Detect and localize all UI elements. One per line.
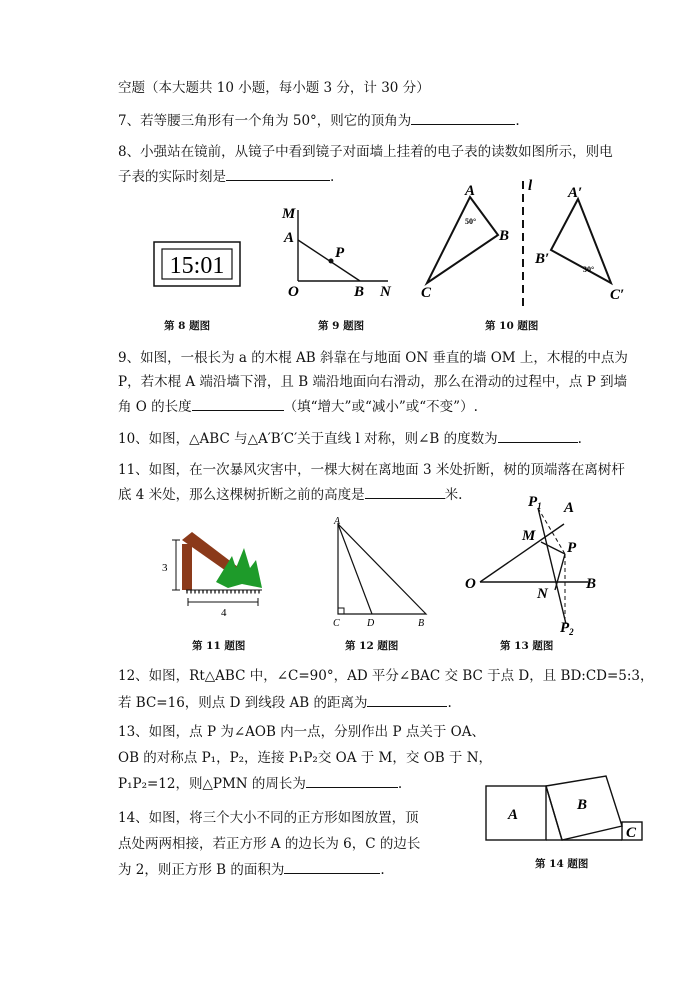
fig10-angle-30: 30° [583,265,595,274]
fig12-caption: 第 12 题图 [345,640,399,652]
q11-line2 [118,484,462,505]
q10-end: . [577,431,582,447]
clock-reading: 15:01 [169,253,225,279]
fig9-label-p: P [335,245,345,261]
q8-text: 子表的实际时刻是 [118,169,226,185]
fig12-label-a: A [334,516,341,527]
fig13-label-m: M [522,528,536,544]
q8-answer-blank[interactable] [226,166,330,181]
fig9-label-b: B [354,284,365,300]
q14-text: 为 2，则正方形 B 的面积为 [118,862,285,878]
q14-answer-blank[interactable] [284,859,380,874]
q10-answer-blank[interactable] [498,428,578,443]
q13-text: P₁P₂=12，则△PMN 的周长为 [118,776,306,792]
fig11-caption: 第 11 题图 [192,640,246,652]
fig12-label-b: B [418,618,425,629]
fig13-label-o: O [465,576,476,592]
q12-end: . [447,695,452,711]
q8-end: . [330,169,335,185]
fig14-label-a: A [508,807,519,823]
q14-line1: 14、如图，将三个大小不同的正方形如图放置，顶 [118,810,419,826]
fig10-label-a: A [465,183,476,199]
figure-12 [328,514,438,629]
figure-8 [150,238,250,288]
q14-line3 [118,859,385,880]
fig10-label-c-prime: C′ [610,287,625,303]
figure-11 [158,518,278,618]
q13-end: . [397,776,403,792]
q12-line2 [118,692,452,713]
q11-line1: 11、如图，在一次暴风灾害中，一棵大树在离地面 3 米处折断，树的顶端落在离树杆 [118,462,625,478]
fig9-label-n: N [380,284,391,300]
q12-line1: 12、如图，Rt△ABC 中，∠C=90°，AD 平分∠BAC 交 BC 于点 D，且 BD:CD=5:3， [118,668,654,684]
fig10-label-b: B [499,228,510,244]
section-header: 空题（本大题共 10 小题，每小题 3 分，计 30 分） [118,80,430,96]
figure-9 [280,200,400,300]
q13-answer-blank[interactable] [306,773,398,788]
fig13-label-n: N [537,586,548,602]
fig12-label-c: C [333,618,340,629]
fig9-label-o: O [288,284,299,300]
q9-line3 [118,396,478,417]
q9-line2: P，若木棍 A 端沿墙下滑，且 B 端沿地面向右滑动，那么在滑动的过程中，点 P 到墙 [118,374,628,390]
q9-hint: （填“增大”或“减小”或“不变”）. [283,399,478,415]
question-10 [118,428,582,449]
q14-line2: 点处两两相接，若正方形 A 的边长为 6，C 的边长 [118,836,421,852]
q7-answer-blank[interactable] [411,110,515,125]
fig13-label-p1: $P_1$ [528,494,542,511]
fig13-caption: 第 13 题图 [500,640,554,652]
fig10-label-a-prime: A′ [568,185,583,201]
q12-text: 若 BC=16，则点 D 到线段 AB 的距离为 [118,695,368,711]
fig10-label-b-prime: B′ [535,251,550,267]
fig10-label-c: C [421,285,432,301]
fig12-label-d: D [367,618,375,629]
fig14-label-c: C [626,825,637,841]
fig10-angle-50: 50° [465,217,477,226]
figure-10 [415,175,645,305]
fig14-label-b: B [577,797,588,813]
q7-end: . [515,113,520,129]
fig10-label-l: l [528,178,533,194]
q13-line2: OB 的对称点 P₁，P₂，连接 P₁P₂交 OA 于 M，交 OB 于 N， [118,750,493,766]
fig13-label-p: P [567,540,577,556]
q14-end: . [380,862,385,878]
fig14-caption: 第 14 题图 [535,858,589,870]
fig13-label-p2: $P_2$ [560,620,574,637]
fig13-label-a: A [564,500,575,516]
question-7 [118,110,520,131]
q11-text: 底 4 米处，那么这棵树折断之前的高度是 [118,487,365,503]
fig11-height-label: 3 [162,562,168,574]
fig9-caption: 第 9 题图 [318,320,365,332]
fig9-label-a: A [284,230,295,246]
q10-text: 10、如图，△ABC 与△A′B′C′关于直线 l 对称，则∠B 的度数为 [118,431,498,447]
fig10-caption: 第 10 题图 [485,320,539,332]
q9-line1: 9、如图，一根长为 a 的木棍 AB 斜靠在与地面 ON 垂直的墙 OM 上，木棍的中点为 [118,350,628,366]
q7-text: 7、若等腰三角形有一个角为 50°，则它的顶角为 [118,113,412,129]
q12-answer-blank[interactable] [367,692,447,707]
fig8-caption: 第 8 题图 [164,320,211,332]
q11-end: 米. [444,487,463,503]
q11-answer-blank[interactable] [365,484,445,499]
figure-14 [484,768,659,843]
q8-line1: 8、小强站在镜前，从镜子中看到镜子对面墙上挂着的电子表的读数如图所示，则电 [118,144,613,160]
q13-line3 [118,773,402,794]
q9-text: 角 O 的长度 [118,399,192,415]
fig13-label-b: B [586,576,597,592]
q8-line2 [118,166,334,187]
q13-line1: 13、如图，点 P 为∠AOB 内一点，分别作出 P 点关于 OA、 [118,724,485,740]
fig9-label-m: M [282,206,296,222]
q9-answer-blank[interactable] [192,396,284,411]
fig11-width-label: 4 [221,607,227,619]
figure-13 [462,494,612,639]
